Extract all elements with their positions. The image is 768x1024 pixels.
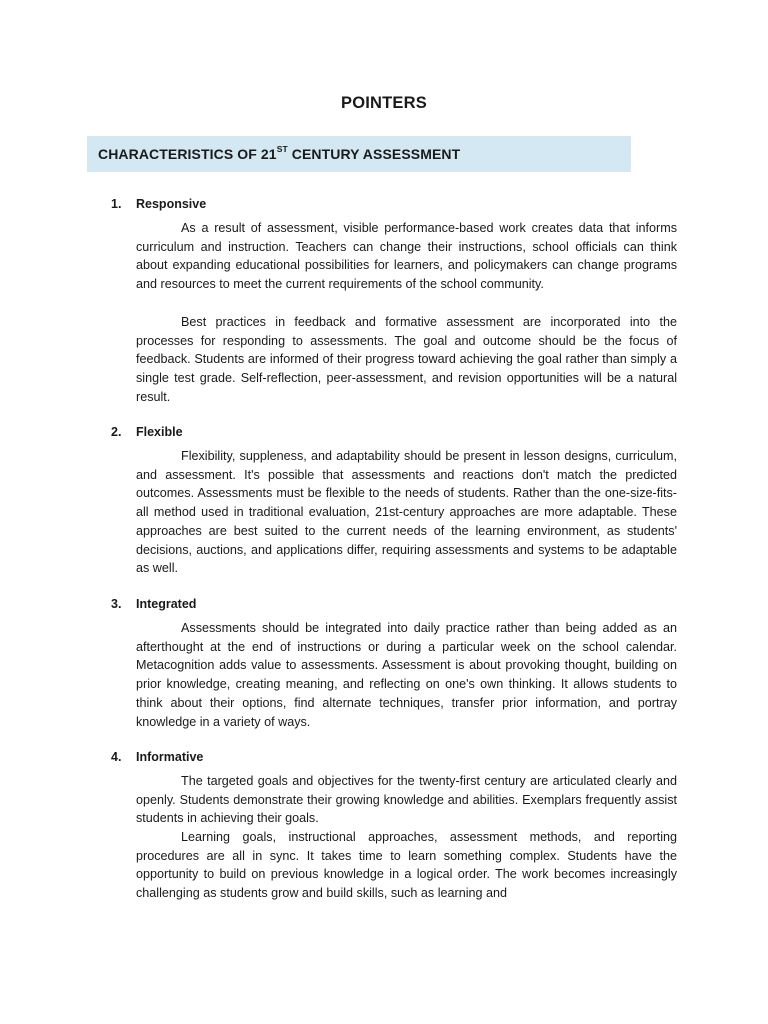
item-paragraph: Flexibility, suppleness, and adaptability should be present in lesson designs, curriculum, and assessment. It's possible that assessments and reactions don't match the predicted outcomes. Assessments must be flexible to the needs of students. Rather than the one-size-fits-all method used in traditional evaluation, 21st-century approaches are more adaptable. These approaches are best suited to the current needs of the learning environment, as students' decisions, auctions, and applications differ, requiring assessments and systems to be adaptable as well.: [136, 449, 677, 576]
section-heading-superscript: ST: [276, 144, 288, 154]
item-paragraph: Assessments should be integrated into daily practice rather than being added as an afterthought at the end of instructions or during a particular week on the school calendar. Metacognition adds value to assessments. Assessment is about provoking thought, building on prior knowledge, creating meaning, and reflecting on one's own thinking. It allows students to think about their options, find alternate techniques, transfer prior information, and portray knowledge in a variety of ways.: [136, 621, 677, 729]
item-title: Informative: [136, 750, 204, 764]
item-paragraph: As a result of assessment, visible performance-based work creates data that informs curriculum and instruction. Teachers can change their instructions, school officials can think about expanding educational possibilities for learners, and policymakers can change programs and resources to meet the current requirements of the school community.: [136, 221, 677, 292]
page-title: POINTERS: [341, 94, 427, 112]
item-title: Responsive: [136, 197, 207, 211]
item-heading-integrated: [111, 597, 196, 611]
section-heading-banner: [87, 136, 631, 172]
section-heading: [98, 146, 460, 162]
section-heading-main: CHARACTERISTICS OF 21: [98, 146, 277, 162]
item-title: Flexible: [136, 425, 183, 439]
item-paragraph: Learning goals, instructional approaches, assessment methods, and reporting procedures are all in sync. It takes time to learn something complex. Students have the opportunity to build on previous knowledge in a logical order. The work becomes increasingly challenging as students grow and build skills, such as learning and: [136, 830, 677, 901]
item-title: Integrated: [136, 597, 197, 611]
item-number: 1.: [111, 197, 122, 211]
item-number: 2.: [111, 425, 122, 439]
section-heading-rest: CENTURY ASSESSMENT: [287, 146, 461, 162]
item-heading-responsive: [111, 197, 206, 211]
item-paragraph: The targeted goals and objectives for the twenty-first century are articulated clearly and openly. Students demonstrate their growing knowledge and abilities. Exemplars frequently assist students in achieving their goals.: [136, 774, 677, 826]
item-number: 4.: [111, 750, 122, 764]
item-heading-informative: [111, 750, 203, 764]
item-number: 3.: [111, 597, 122, 611]
item-heading-flexible: [111, 425, 183, 439]
item-paragraph: Best practices in feedback and formative assessment are incorporated into the processes for responding to assessments. The goal and outcome should be the focus of feedback. Students are informed of their progress toward achieving the goal rather than simply a single test grade. Self-reflection, peer-assessment, and revision opportunities will be a natural result.: [136, 315, 677, 404]
